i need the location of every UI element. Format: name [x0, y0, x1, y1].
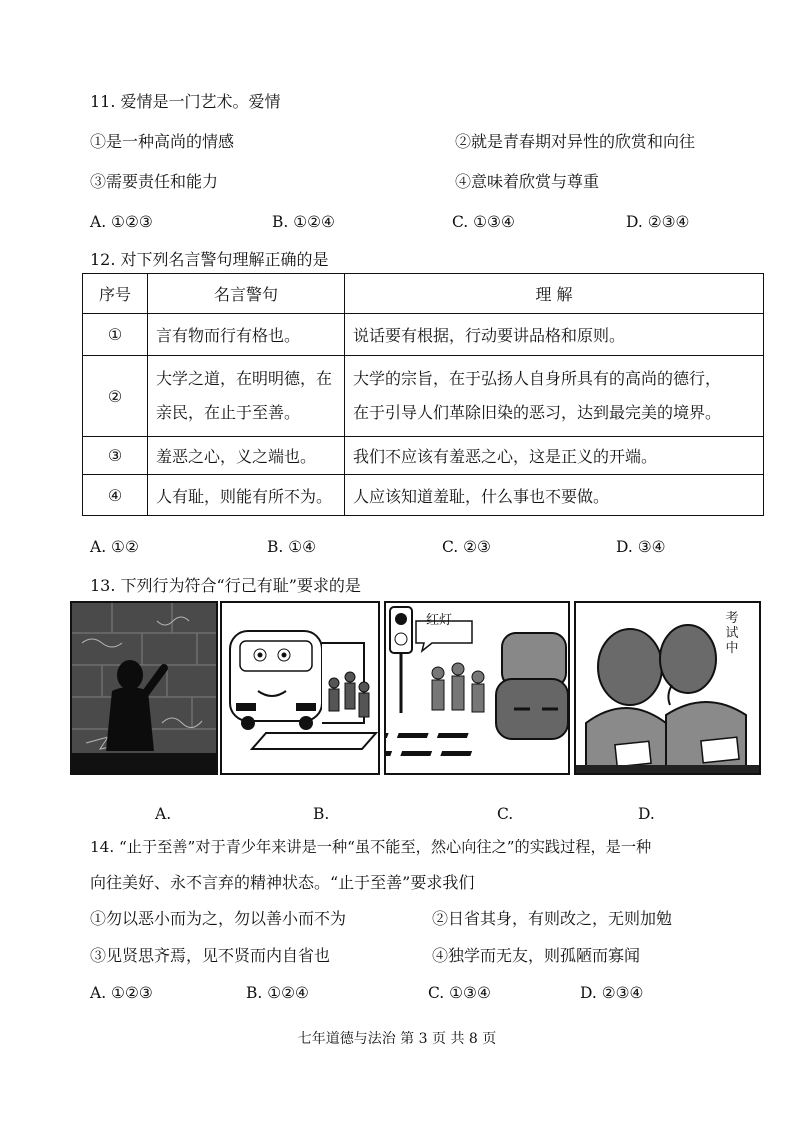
table-row [83, 356, 764, 437]
graffiti-illustration [72, 603, 218, 775]
row-quote: 人有耻，则能有所不为。 [148, 475, 345, 516]
q11-item-1: ①是一种高尚的情感 [90, 132, 235, 151]
row-meaning: 说话要有根据，行动要讲品格和原则。 [345, 314, 764, 356]
q14-stem-line2: 向往美好、永不言弃的精神状态。“止于至善”要求我们 [90, 873, 475, 892]
row-number: ④ [83, 475, 148, 516]
q12-option-c: C. ②③ [442, 538, 491, 556]
cartoon-panels [70, 601, 761, 775]
q14-option-b: B. ①②④ [246, 984, 309, 1002]
q11-option-a: A. ①②③ [90, 213, 153, 231]
panel-b-bus [220, 601, 380, 775]
row-meaning: 我们不应该有羞恶之心，这是正义的开端。 [345, 437, 764, 475]
q13-stem: 13. 下列行为符合“行己有耻”要求的是 [90, 576, 361, 595]
panel-c-crosswalk [384, 601, 570, 775]
row-quote-line: 大学之道，在明明德，在 [156, 369, 333, 388]
q11-item-2: ②就是青春期对异性的欣赏和向往 [455, 132, 696, 151]
row-number: ① [83, 314, 148, 356]
table-row [83, 475, 764, 516]
q12-stem: 12. 对下列名言警句理解正确的是 [90, 250, 329, 269]
q13-label-c: C. [497, 805, 514, 823]
q11-option-c: C. ①③④ [452, 213, 515, 231]
table-header-number: 序号 [83, 274, 148, 314]
row-quote-line: 亲民，在止于至善。 [156, 403, 301, 422]
q11-item-4: ④意味着欣赏与尊重 [455, 172, 600, 191]
row-quote: 言有物而行有格也。 [148, 314, 345, 356]
q11-item-3: ③需要责任和能力 [90, 172, 219, 191]
page-footer: 七年道德与法治 第 3 页 共 8 页 [297, 1031, 497, 1047]
panel-a-graffiti [70, 601, 218, 775]
table-row [83, 437, 764, 475]
row-meaning: 人应该知道羞耻，什么事也不要做。 [345, 475, 764, 516]
quotes-table [82, 273, 764, 516]
panel-d-exam [574, 601, 761, 775]
q12-option-b: B. ①④ [267, 538, 317, 556]
crosswalk-illustration [386, 603, 570, 775]
q12-option-d: D. ③④ [616, 538, 666, 556]
q14-item-3: ③见贤思齐焉，见不贤而内自省也 [90, 946, 331, 965]
q11-option-b: B. ①②④ [272, 213, 335, 231]
row-meaning-line: 大学的宗旨，在于弘扬人自身所具有的高尚的德行， [353, 369, 722, 388]
exam-sign-label: 考试中 [725, 611, 739, 656]
row-number: ③ [83, 437, 148, 475]
q13-label-b: B. [313, 805, 330, 823]
q14-stem-line1: 14. “止于至善”对于青少年来讲是一种“虽不能至，然心向往之”的实践过程，是一种 [90, 838, 652, 856]
q13-label-d: D. [638, 805, 655, 823]
bus-illustration [222, 603, 380, 775]
row-meaning-line: 在于引导人们革除旧染的恶习，达到最完美的境界。 [353, 403, 722, 422]
q11-option-d: D. ②③④ [626, 213, 690, 231]
q12-option-a: A. ①② [90, 538, 139, 556]
row-quote [148, 356, 345, 437]
row-number: ② [83, 356, 148, 437]
table-header-quote: 名言警句 [148, 274, 345, 314]
q11-stem: 11. 爱情是一门艺术。爱情 [90, 92, 281, 111]
table-header-meaning: 理 解 [345, 274, 764, 314]
q14-option-d: D. ②③④ [580, 984, 644, 1002]
q14-item-2: ②日省其身，有则改之，无则加勉 [432, 909, 673, 928]
q14-item-1: ①勿以恶小而为之，勿以善小而不为 [90, 909, 347, 928]
q13-label-a: A. [155, 805, 172, 823]
q14-option-c: C. ①③④ [428, 984, 491, 1002]
red-light-label: 红灯 [426, 613, 453, 628]
table-row [83, 314, 764, 356]
q14-item-4: ④独学而无友，则孤陋而寡闻 [432, 946, 641, 965]
row-quote: 羞恶之心，义之端也。 [148, 437, 345, 475]
row-meaning [345, 356, 764, 437]
q14-option-a: A. ①②③ [90, 984, 153, 1002]
